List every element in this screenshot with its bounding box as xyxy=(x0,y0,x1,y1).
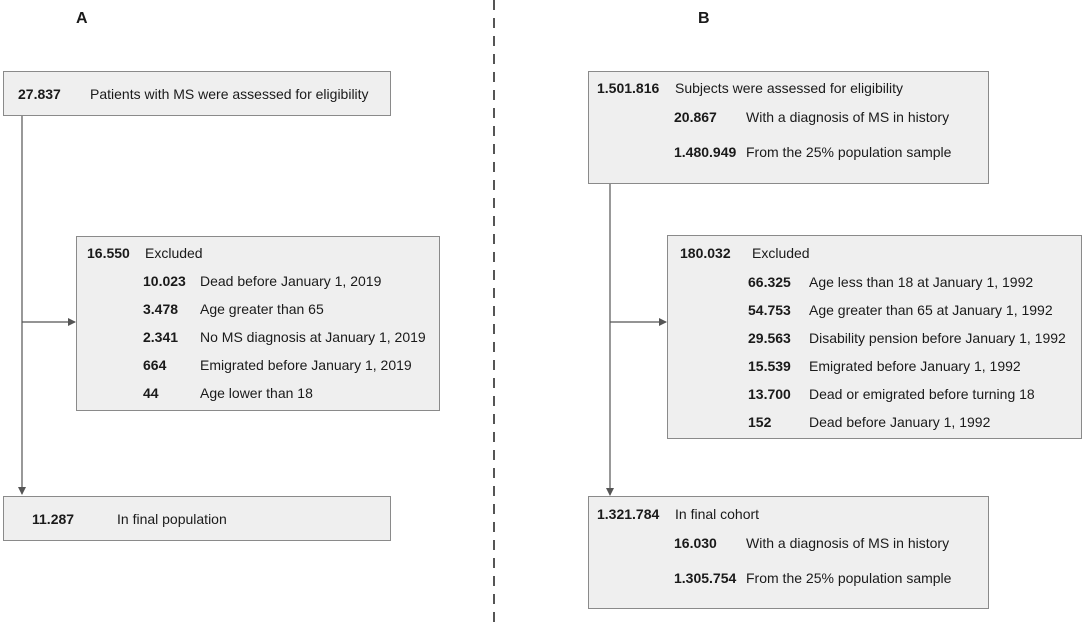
a-final-text: In final population xyxy=(117,511,227,527)
item-count: 152 xyxy=(748,414,772,430)
b-assessed-text: Subjects were assessed for eligibility xyxy=(675,80,903,96)
b-final-count: 1.321.784 xyxy=(597,506,660,522)
item-text: From the 25% population sample xyxy=(746,570,952,586)
b-final-box xyxy=(588,496,989,609)
item-count: 44 xyxy=(143,385,159,401)
b-excluded-text: Excluded xyxy=(752,245,810,261)
a-excluded-count: 16.550 xyxy=(87,245,130,261)
item-text: Emigrated before January 1, 1992 xyxy=(809,358,1021,374)
item-count: 66.325 xyxy=(748,274,791,290)
item-text: Dead or emigrated before turning 18 xyxy=(809,386,1035,402)
item-text: No MS diagnosis at January 1, 2019 xyxy=(200,329,426,345)
item-count: 29.563 xyxy=(748,330,791,346)
b-final-text: In final cohort xyxy=(675,506,760,522)
item-text: Emigrated before January 1, 2019 xyxy=(200,357,412,373)
item-text: Age greater than 65 at January 1, 1992 xyxy=(809,302,1053,318)
item-text: Dead before January 1, 1992 xyxy=(809,414,991,430)
item-count: 1.480.949 xyxy=(674,144,737,160)
item-text: From the 25% population sample xyxy=(746,144,952,160)
item-text: Age less than 18 at January 1, 1992 xyxy=(809,274,1034,290)
b-assessed-count: 1.501.816 xyxy=(597,80,660,96)
a-assessed-text: Patients with MS were assessed for eligibility xyxy=(90,86,369,102)
item-text: Disability pension before January 1, 1992 xyxy=(809,330,1066,346)
b-excluded-count: 180.032 xyxy=(680,245,731,261)
item-text: With a diagnosis of MS in history xyxy=(746,535,950,551)
item-count: 16.030 xyxy=(674,535,717,551)
a-final-box xyxy=(3,496,391,541)
item-count: 1.305.754 xyxy=(674,570,737,586)
a-excluded-text: Excluded xyxy=(145,245,203,261)
item-count: 20.867 xyxy=(674,109,717,125)
item-count: 10.023 xyxy=(143,273,186,289)
item-text: Age greater than 65 xyxy=(200,301,324,317)
item-count: 2.341 xyxy=(143,329,179,345)
b-assessed-box xyxy=(588,71,989,184)
b-excluded-box xyxy=(667,235,1082,439)
item-count: 54.753 xyxy=(748,302,791,318)
panel-a-label: A xyxy=(76,10,88,27)
item-text: Dead before January 1, 2019 xyxy=(200,273,382,289)
a-excluded-box xyxy=(76,236,440,411)
a-assessed-count: 27.837 xyxy=(18,86,61,102)
item-count: 13.700 xyxy=(748,386,791,402)
item-text: Age lower than 18 xyxy=(200,385,313,401)
a-assessed-box xyxy=(3,71,391,116)
panel-b-label: B xyxy=(698,10,710,27)
item-count: 664 xyxy=(143,357,167,373)
item-count: 3.478 xyxy=(143,301,179,317)
item-text: With a diagnosis of MS in history xyxy=(746,109,950,125)
a-final-count: 11.287 xyxy=(32,511,75,527)
item-count: 15.539 xyxy=(748,358,791,374)
